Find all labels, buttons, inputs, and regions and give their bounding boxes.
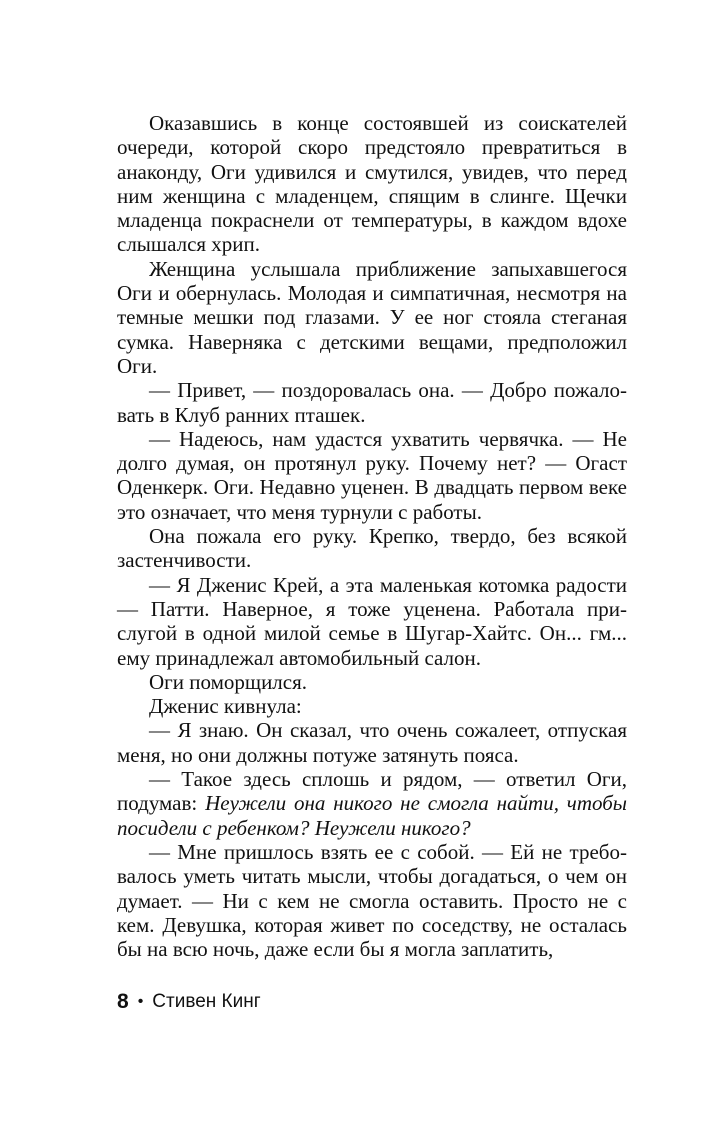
page-number: 8 — [117, 990, 129, 1013]
paragraph-5: Она пожала его руку. Крепко, твердо, без всякой застенчивости. — [117, 524, 627, 573]
paragraph-11: — Мне пришлось взять ее с собой. — Ей не требовалось уметь читать мысли, чтобы догадаться, о чем он думает. — Ни с кем не смогла оставить. Просто не с кем. Девушка, которая живет по соседству, не осталась бы на всю ночь, даже если бы я могла заплатить, — [117, 839, 627, 962]
paragraph-2: Женщина услышала приближение запыхавшегося Оги и обернулась. Молодая и симпатичная, несмотря на темные мешки под глазами. У ее ног стояла стеганая сумка. Наверняка с детскими вещами, предположил Оги. — [117, 256, 627, 378]
paragraph-7: Оги поморщился. — [149, 669, 308, 694]
bullet-separator: • — [137, 993, 144, 1010]
author-name: Стивен Кинг — [152, 991, 261, 1012]
paragraph-9: — Я знаю. Он сказал, что очень сожалеет, отпуская меня, но они должны потуже затянуть пояса. — [117, 718, 627, 767]
paragraph-3: — Привет, — поздоровалась она. — Добро пожаловать в Клуб ранних пташек. — [117, 378, 627, 427]
paragraph-4: — Надеюсь, нам удастся ухватить червячка. — Не долго думая, он протянул руку. Почему нет? — Огаст Оденкерк. Оги. Недавно уценен. В двадцать первом веке это означает, что меня турнули с работы. — [117, 426, 627, 524]
paragraph-1: Оказавшись в конце состоявшей из соискателей очереди, которой скоро предстояло превратиться в анаконду, Оги удивился и смутился, увидев, что перед ним женщина с младенцем, спящим в слинге. Щечки младенца покраснели от температуры, в каждом вдохе слышался хрип. — [117, 111, 627, 257]
paragraph-10-text: — Такое здесь сплошь и рядом, — ответил Оги, подумав: — [117, 767, 627, 816]
paragraph-6: — Я Дженис Крей, а эта маленькая котомка радости — Патти. Наверное, я тоже уценена. Работала прислугой в одной милой семье в Шугар-Хайтс. Он... гм... ему принадлежал автомобильный салон. — [117, 572, 627, 670]
paragraph-10-italic-thought: Неужели она никого не смогла найти, чтобы посидели с ребенком? Неужели никого? — [117, 791, 627, 840]
paragraph-10 — [117, 767, 627, 840]
paragraph-8: Дженис кивнула: — [149, 694, 302, 719]
book-page-text — [117, 111, 627, 961]
page-footer — [117, 990, 261, 1014]
